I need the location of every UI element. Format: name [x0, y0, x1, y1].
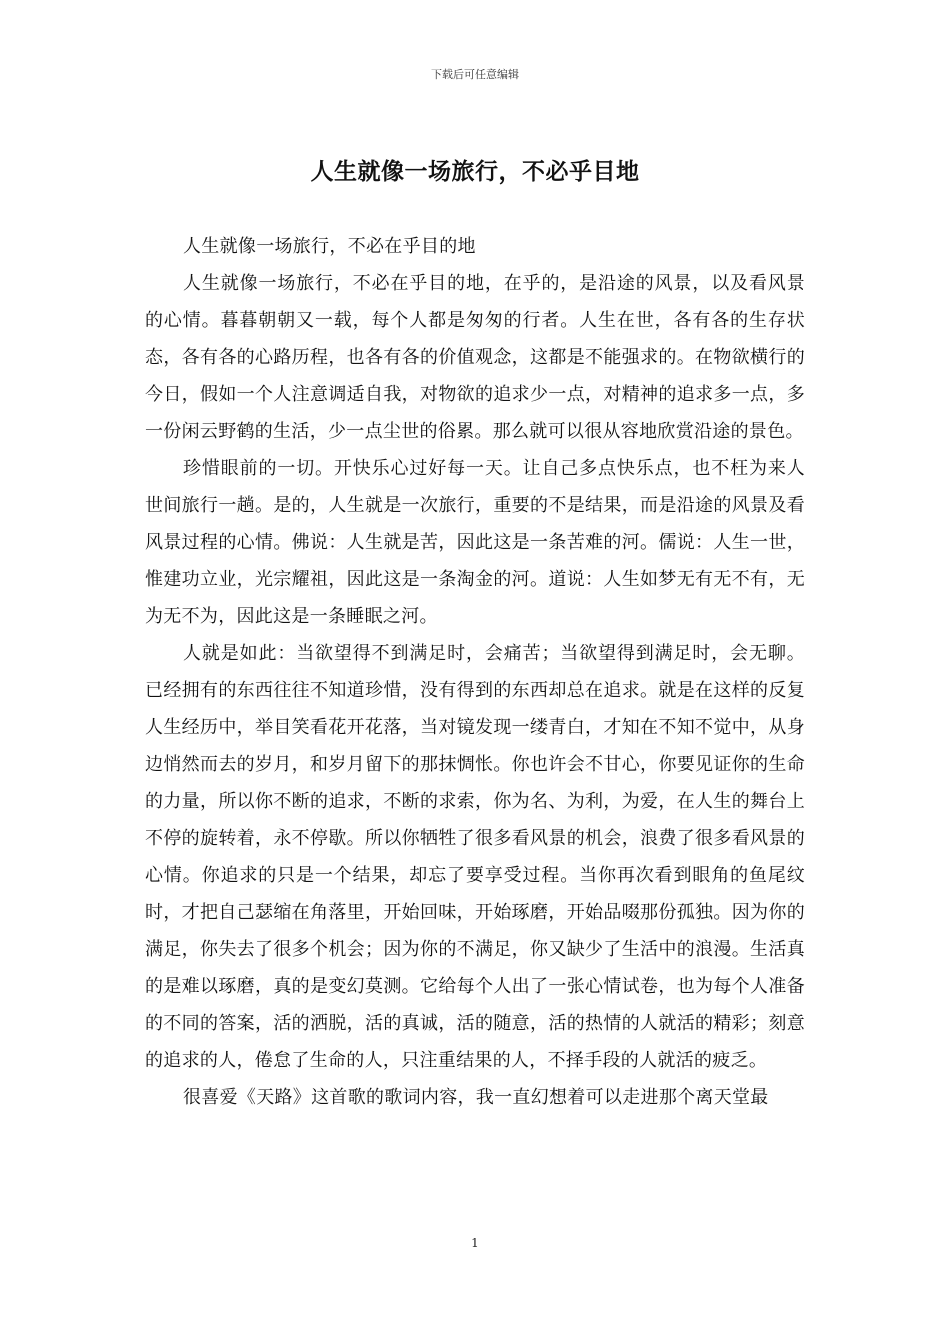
header-note: 下载后可任意编辑 — [431, 68, 519, 81]
paragraph: 很喜爱《天路》这首歌的歌词内容，我一直幻想着可以走进那个离天堂最 — [183, 1087, 769, 1108]
document-body — [145, 228, 805, 1116]
paragraph: 珍惜眼前的一切。开快乐心过好每一天。让自己多点快乐点，也不枉为来人世间旅行一趟。是的，人生就是一次旅行，重要的不是结果，而是沿途的风景及看风景过程的心情。佛说：人生就是苦，因此这是一条苦难的河。儒说：人生一世，惟建功立业，光宗耀祖，因此这是一条淘金的河。道说：人生如梦无有无不有，无为无不为，因此这是一条睡眠之河。 — [145, 458, 805, 627]
paragraph: 人就是如此：当欲望得不到满足时，会痛苦；当欲望得到满足时，会无聊。已经拥有的东西往往不知道珍惜，没有得到的东西却总在追求。就是在这样的反复人生经历中，举目笑看花开花落，当对镜发现一缕青白，才知在不知不觉中，从身边悄然而去的岁月，和岁月留下的那抹惆怅。你也许会不甘心，你要见证你的生命的力量，所以你不断的追求，不断的求索，你为名、为利，为爱，在人生的舞台上不停的旋转着，永不停歇。所以你牺牲了很多看风景的机会，浪费了很多看风景的心情。你追求的只是一个结果，却忘了要享受过程。当你再次看到眼角的鱼尾纹时，才把自己瑟缩在角落里，开始回味，开始琢磨，开始品啜那份孤独。因为你的满足，你失去了很多个机会；因为你的不满足，你又缺少了生活中的浪漫。生活真的是难以琢磨，真的是变幻莫测。它给每个人出了一张心情试卷，也为每个人准备的不同的答案，活的洒脱，活的真诚，活的随意，活的热情的人就活的精彩；刻意的追求的人，倦怠了生命的人，只注重结果的人，不择手段的人就活的疲乏。 — [145, 643, 805, 1071]
page-number: 1 — [471, 1236, 479, 1250]
paragraph: 人生就像一场旅行，不必在乎目的地，在乎的，是沿途的风景，以及看风景的心情。暮暮朝朝又一载，每个人都是匆匆的行者。人生在世，各有各的生存状态，各有各的心路历程，也各有各的价值观念，这都是不能强求的。在物欲横行的今日，假如一个人注意调适自我，对物欲的追求少一点，对精神的追求多一点，多一份闲云野鹤的生活，少一点尘世的俗累。那么就可以很从容地欣赏沿途的景色。 — [145, 273, 805, 442]
paragraph-subtitle: 人生就像一场旅行，不必在乎目的地 — [183, 236, 476, 257]
document-title: 人生就像一场旅行，不必乎目地 — [310, 159, 640, 185]
